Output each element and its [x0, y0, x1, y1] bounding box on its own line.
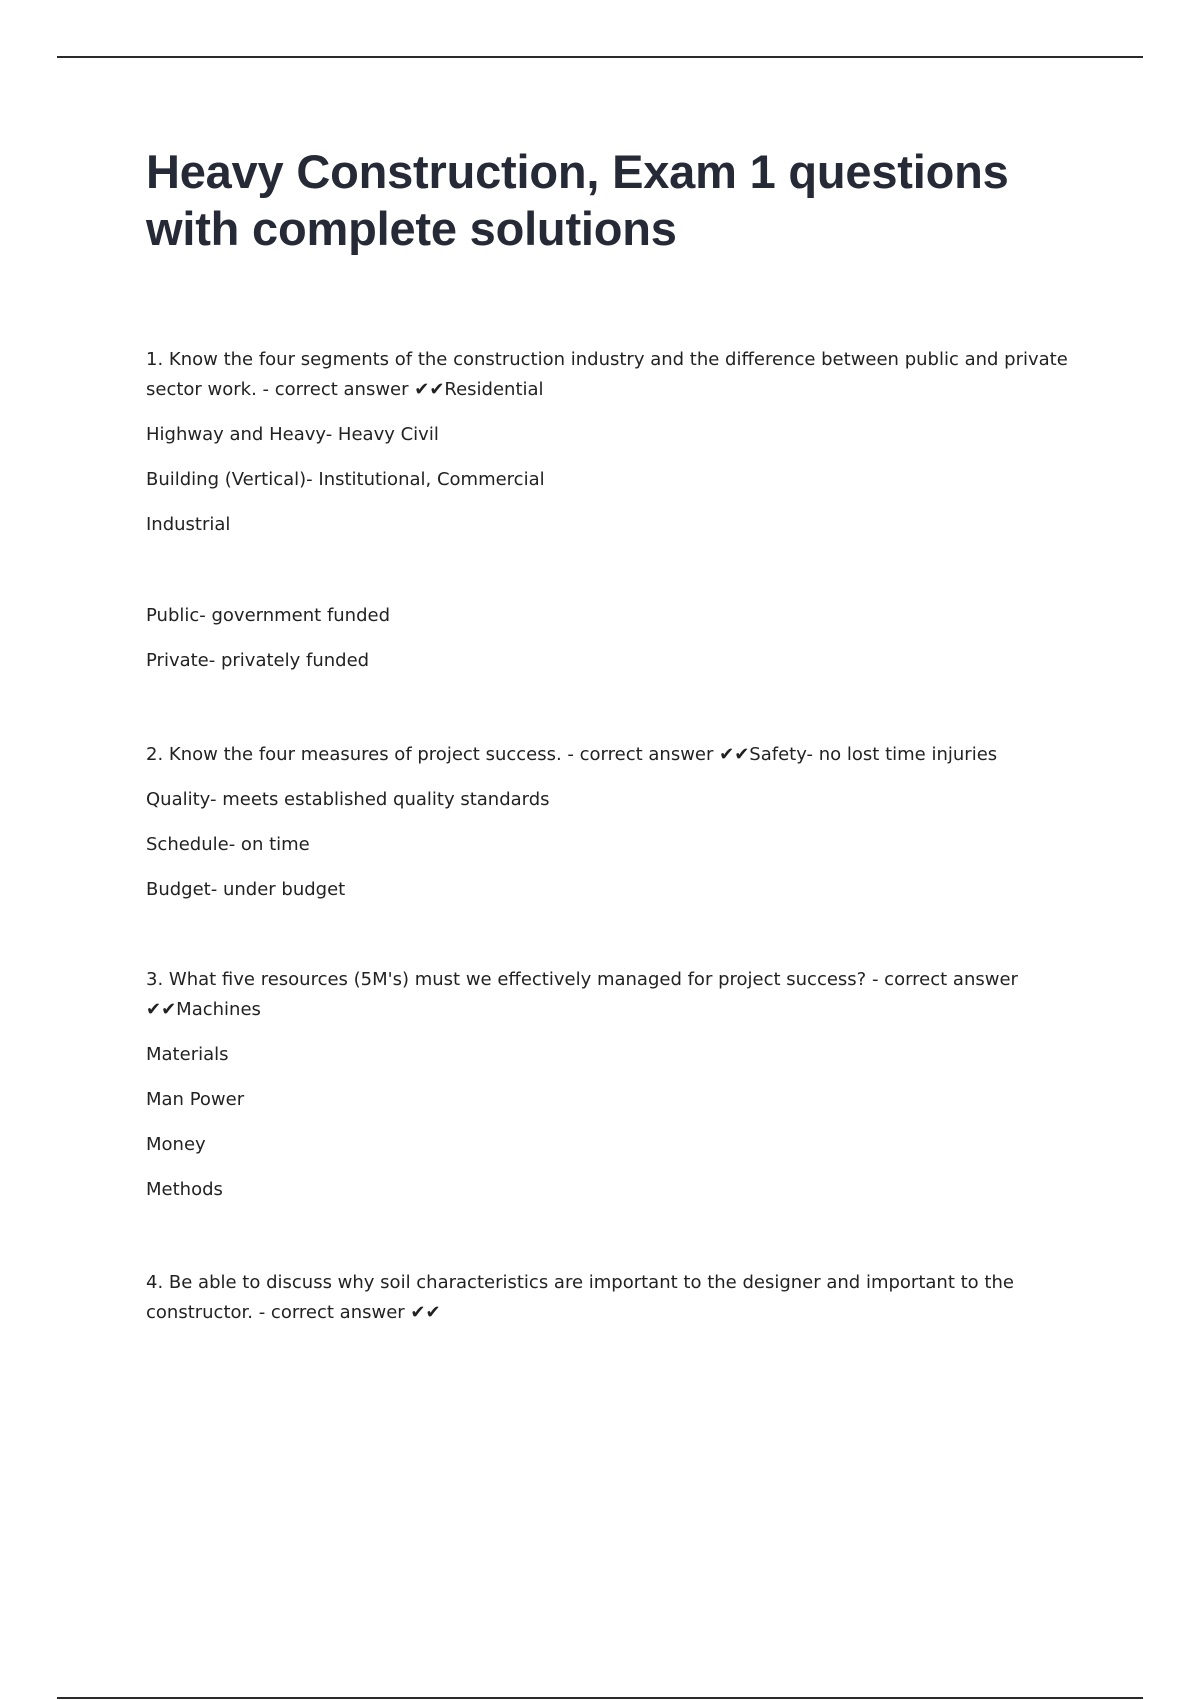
answer-line: Man Power: [146, 1089, 245, 1110]
question-block-1: [146, 345, 1076, 691]
answer-line: Highway and Heavy- Heavy Civil: [146, 424, 439, 445]
answer-line: Materials: [146, 1044, 229, 1065]
question-block-4: [146, 1268, 1076, 1343]
answer-line: Private- privately funded: [146, 650, 370, 671]
answer-line: Methods: [146, 1179, 223, 1200]
question-block-3: [146, 965, 1076, 1220]
question-text: 2. Know the four measures of project success. - correct answer ✔✔Safety- no lost time injuries: [146, 744, 998, 765]
bottom-divider: [57, 1697, 1143, 1699]
question-text: 4. Be able to discuss why soil characteristics are important to the designer and important to the constructor. - correct answer ✔✔: [146, 1272, 1014, 1323]
answer-line: Schedule- on time: [146, 834, 310, 855]
answer-line: Public- government funded: [146, 605, 391, 626]
question-block-2: [146, 740, 1076, 920]
question-text: 3. What five resources (5M's) must we effectively managed for project success? - correct answer ✔✔Machines: [146, 969, 1018, 1020]
answer-line: Budget- under budget: [146, 879, 346, 900]
question-text: 1. Know the four segments of the construction industry and the difference between public and private sector work. - correct answer ✔✔Residential: [146, 349, 1068, 400]
answer-line: Industrial: [146, 514, 231, 535]
document-title: Heavy Construction, Exam 1 questions with complete solutions: [146, 145, 1009, 255]
top-divider: [57, 56, 1143, 58]
answer-line: Building (Vertical)- Institutional, Commercial: [146, 469, 545, 490]
answer-line: Quality- meets established quality standards: [146, 789, 550, 810]
answer-line: Money: [146, 1134, 206, 1155]
